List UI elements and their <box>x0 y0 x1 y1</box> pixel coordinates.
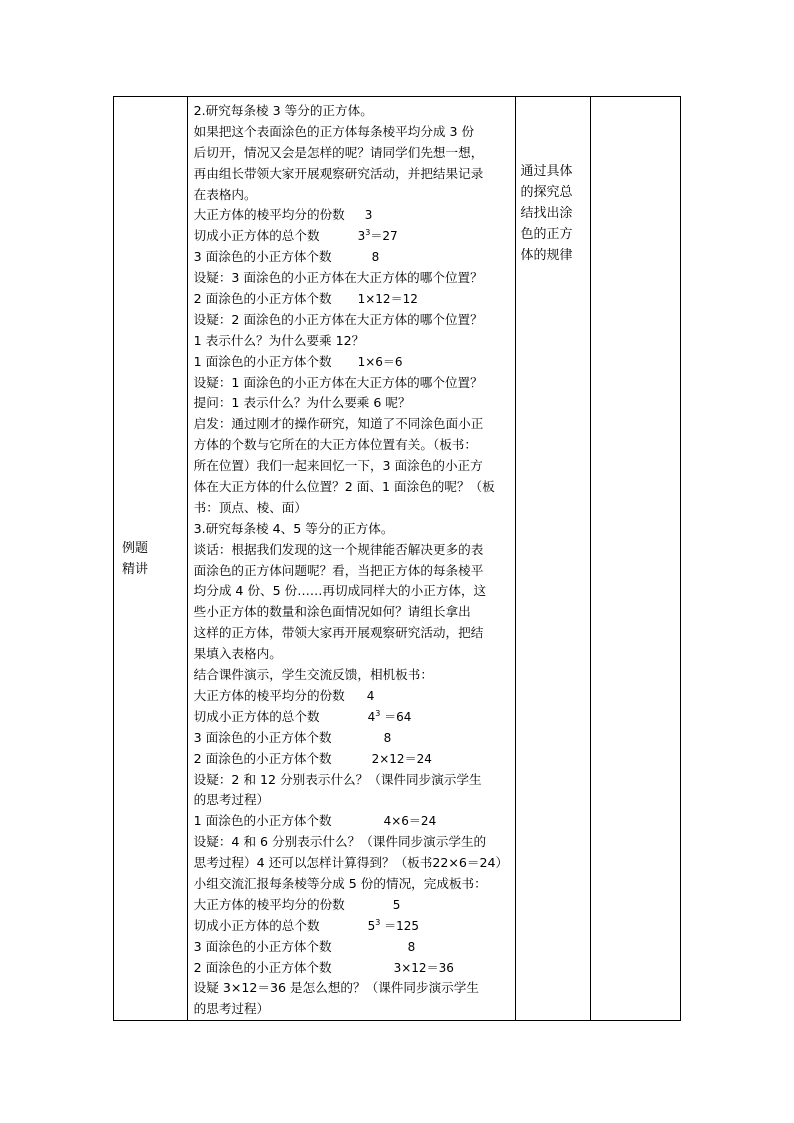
row-item-label: 大正方体的棱平均分的份数 <box>193 687 345 703</box>
content-line <box>194 686 509 707</box>
content-line: 3.研究每条棱 4、5 等分的正方体。 <box>193 520 394 536</box>
row-item-label: 2 面涂色的小正方体个数 <box>193 750 332 766</box>
row-item-value: 8 <box>371 250 380 265</box>
content-line: 方体的个数与它所在的大正方体位置有关。（板书： <box>193 437 477 453</box>
content-line: 提问：1 表示什么？为什么要乘 6 呢？ <box>193 395 411 411</box>
content-line <box>194 289 509 310</box>
content-line: 均分成 4 份、5 份……再切成同样大的小正方体，这 <box>193 583 487 599</box>
row-item-value: 3 <box>364 208 373 223</box>
content-line: 体在大正方体的什么位置？2 面、1 面涂色的呢？（板 <box>193 479 495 495</box>
row-label-cell <box>114 97 188 1021</box>
row-item-label: 大正方体的棱平均分的份数 <box>193 896 345 912</box>
content-line: 设疑 3×12＝36 是怎么想的？（课件同步演示学生 <box>193 980 479 996</box>
content-line: 设疑：1 面涂色的小正方体在大正方体的哪个位置？ <box>193 374 483 390</box>
row-item-label: 3 面涂色的小正方体个数 <box>193 249 332 265</box>
content-line: 的思考过程） <box>193 792 270 808</box>
power-base: 4 <box>367 709 376 724</box>
content-line <box>194 205 509 226</box>
content-line <box>194 352 509 373</box>
content-line: 2.研究每条棱 3 等分的正方体。 <box>193 103 373 118</box>
row-item-label: 2 面涂色的小正方体个数 <box>193 959 332 975</box>
row-item-label: 切成小正方体的总个数 <box>193 708 320 724</box>
row-label-line: 精讲 <box>122 561 149 577</box>
content-line: 在表格内。 <box>193 186 257 202</box>
content-line <box>194 811 509 832</box>
row-item-value: 4 <box>366 688 375 703</box>
content-line: 这样的正方体，带领大家再开展观察研究活动，把结 <box>193 625 484 641</box>
row-label-line: 例题 <box>122 540 149 556</box>
side-note <box>516 97 591 266</box>
row-item-value: 8 <box>383 730 392 745</box>
content-line: 结合课件演示，学生交流反馈，相机板书： <box>193 667 433 683</box>
row-item-value: 3×12＝36 <box>393 960 454 975</box>
content-line: 所在位置）我们一起来回忆一下，3 面涂色的小正方 <box>193 458 483 474</box>
content-line: 面涂色的正方体问题呢？看，当把正方体的每条棱平 <box>193 562 484 578</box>
content-line: 小组交流汇报每条棱等分成 5 份的情况，完成板书： <box>193 875 487 891</box>
content-line: 思考过程）4 还可以怎样计算得到？（板书22×6＝24） <box>193 855 509 871</box>
power-exponent: 3 <box>365 228 371 238</box>
content-line: 启发：通过刚才的操作研究，知道了不同涂色面小正 <box>193 416 484 432</box>
side-note-cell <box>515 97 591 1021</box>
row-item-label: 大正方体的棱平均分的份数 <box>193 207 345 223</box>
power-base: 3 <box>357 229 366 244</box>
lesson-plan-table <box>113 96 681 1021</box>
content-line: 书：顶点、棱、面） <box>193 499 307 515</box>
row-item-value: ＝125 <box>380 918 420 933</box>
content-line <box>194 958 509 979</box>
main-content <box>188 97 515 1020</box>
content-line: 果填入表格内。 <box>193 646 282 662</box>
side-note-line: 色的正方 <box>520 227 573 242</box>
side-note-line: 体的规律 <box>520 248 573 263</box>
content-line: 设疑：4 和 6 分别表示什么？（课件同步演示学生的 <box>193 834 487 850</box>
row-item-label: 3 面涂色的小正方体个数 <box>193 938 332 954</box>
content-line <box>194 895 509 916</box>
content-line <box>194 916 509 937</box>
content-line: 设疑：2 和 12 分别表示什么？（课件同步演示学生 <box>193 771 482 787</box>
side-note-line: 通过具体 <box>520 164 573 179</box>
row-item-label: 3 面涂色的小正方体个数 <box>193 729 332 745</box>
content-line: 再由组长带领大家开展观察研究活动，并把结果记录 <box>193 165 484 181</box>
row-item-value: 2×12＝24 <box>371 751 432 766</box>
content-line <box>194 226 509 247</box>
content-line: 1 表示什么？为什么要乘 12？ <box>193 332 365 348</box>
side-note-line: 的探究总 <box>520 185 573 200</box>
row-item-label: 2 面涂色的小正方体个数 <box>193 291 332 307</box>
row-item-value: ＝27 <box>370 229 398 244</box>
row-item-label: 切成小正方体的总个数 <box>193 228 320 244</box>
table-row <box>114 97 681 1021</box>
side-note-line: 结找出涂 <box>520 206 573 221</box>
content-line: 后切开，情况又会是怎样的呢？请同学们先想一想， <box>193 144 484 160</box>
row-item-value: 4×6＝24 <box>383 814 437 829</box>
content-line <box>194 749 509 770</box>
row-item-label: 1 面涂色的小正方体个数 <box>193 353 332 369</box>
row-item-value: 1×6＝6 <box>357 354 403 369</box>
row-item-value: ＝64 <box>380 709 412 724</box>
row-item-label: 1 面涂色的小正方体个数 <box>193 813 332 829</box>
main-content-cell <box>187 97 515 1021</box>
power-exponent: 3 <box>375 917 381 927</box>
row-item-value: 5 <box>392 897 401 912</box>
blank-cell <box>591 97 681 1021</box>
content-line: 的思考过程） <box>193 1001 270 1017</box>
row-item-value: 8 <box>407 939 416 954</box>
content-line <box>194 728 509 749</box>
content-line: 谈话：根据我们发现的这一个规律能否解决更多的表 <box>193 541 484 557</box>
row-item-value: 1×12＝12 <box>357 292 418 307</box>
content-line: 些小正方体的数量和涂色面情况如何？请组长拿出 <box>193 604 471 620</box>
content-line <box>194 937 509 958</box>
content-line: 设疑：2 面涂色的小正方体在大正方体的哪个位置？ <box>193 311 483 327</box>
content-line <box>194 247 509 268</box>
content-line: 设疑：3 面涂色的小正方体在大正方体的哪个位置？ <box>193 270 483 286</box>
row-label <box>114 538 187 580</box>
content-line: 如果把这个表面涂色的正方体每条棱平均分成 3 份 <box>193 123 475 139</box>
row-item-label: 切成小正方体的总个数 <box>193 917 320 933</box>
content-line <box>194 707 509 728</box>
power-base: 5 <box>367 918 376 933</box>
power-exponent: 3 <box>375 708 381 718</box>
